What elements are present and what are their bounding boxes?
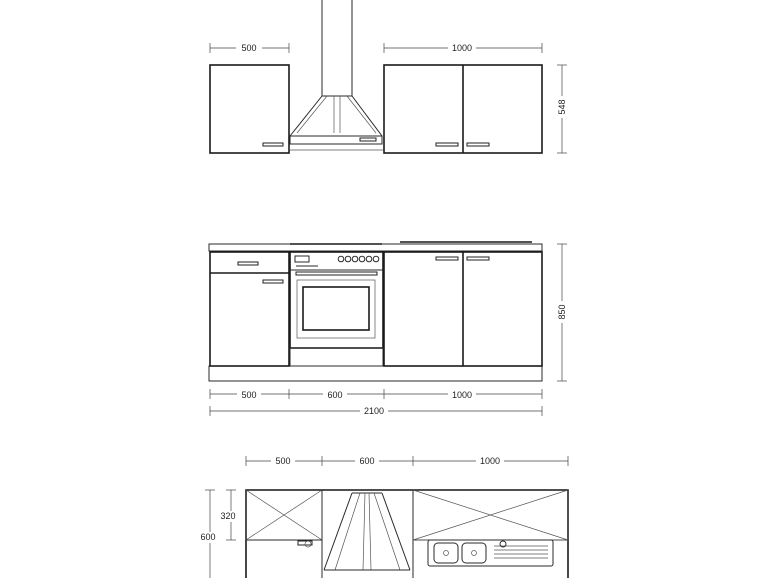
dim-wall-left-label: 500 (241, 43, 257, 53)
dim-plan-row (246, 456, 568, 467)
plan-view (198, 456, 568, 578)
worktop (209, 244, 542, 251)
base-door-handle-2 (467, 257, 489, 260)
oven-bottom-drawer (290, 348, 383, 366)
dim-plan-left-label: 500 (275, 456, 291, 466)
dim-base-height (556, 244, 568, 381)
base-cabinet-left (210, 252, 289, 366)
dim-plan-wall-depth (219, 490, 243, 540)
oven-knob-3 (352, 256, 358, 262)
dim-base-right-label: 1000 (451, 390, 473, 400)
oven-display (295, 256, 309, 262)
plinth (209, 366, 542, 381)
oven-handle (296, 272, 377, 275)
dim-wall-right-label: 1000 (451, 43, 473, 53)
dim-base-oven-label: 600 (327, 390, 343, 400)
plan-wall-cabinet-right (413, 490, 568, 540)
dim-wall-height (556, 65, 568, 153)
oven-knob-5 (366, 256, 372, 262)
door-handle-left (263, 280, 283, 283)
oven-unit (290, 252, 383, 366)
base-units-elevation (209, 242, 568, 416)
wall-units-elevation (210, 0, 568, 153)
dim-wall-left (210, 42, 289, 53)
oven-knob-6 (373, 256, 379, 262)
dim-base-total (210, 405, 542, 416)
dim-plan-base-depth (198, 490, 222, 578)
wall-cabinet-left-handle (263, 143, 283, 146)
plan-extractor-hood (322, 490, 413, 578)
dim-base-total-label: 2100 (363, 406, 385, 416)
oven-window (303, 287, 369, 330)
drawer-handle-left (238, 262, 258, 265)
dim-plan-base-depth-label: 600 (200, 532, 216, 542)
plan-sink (428, 540, 553, 566)
extractor-hood (289, 0, 383, 150)
plan-wall-cabinet-left (246, 490, 322, 547)
base-door-handle-1 (436, 257, 458, 260)
dim-plan-wall-depth-label: 320 (220, 511, 236, 521)
dim-base-height-label: 850 (557, 304, 567, 320)
wall-cabinet-right-handle-1 (436, 143, 458, 146)
oven-knob-4 (359, 256, 365, 262)
oven-knob-2 (345, 256, 351, 262)
dim-base-row (210, 389, 542, 400)
wall-cabinet-right-handle-2 (467, 143, 489, 146)
dim-plan-right-label: 1000 (479, 456, 501, 466)
dim-plan-middle-label: 600 (359, 456, 375, 466)
dim-base-left-label: 500 (241, 390, 257, 400)
dim-wall-height-label: 548 (557, 99, 567, 115)
oven-knob-1 (338, 256, 344, 262)
wall-cabinet-left (210, 65, 289, 153)
dim-wall-right (384, 42, 542, 53)
